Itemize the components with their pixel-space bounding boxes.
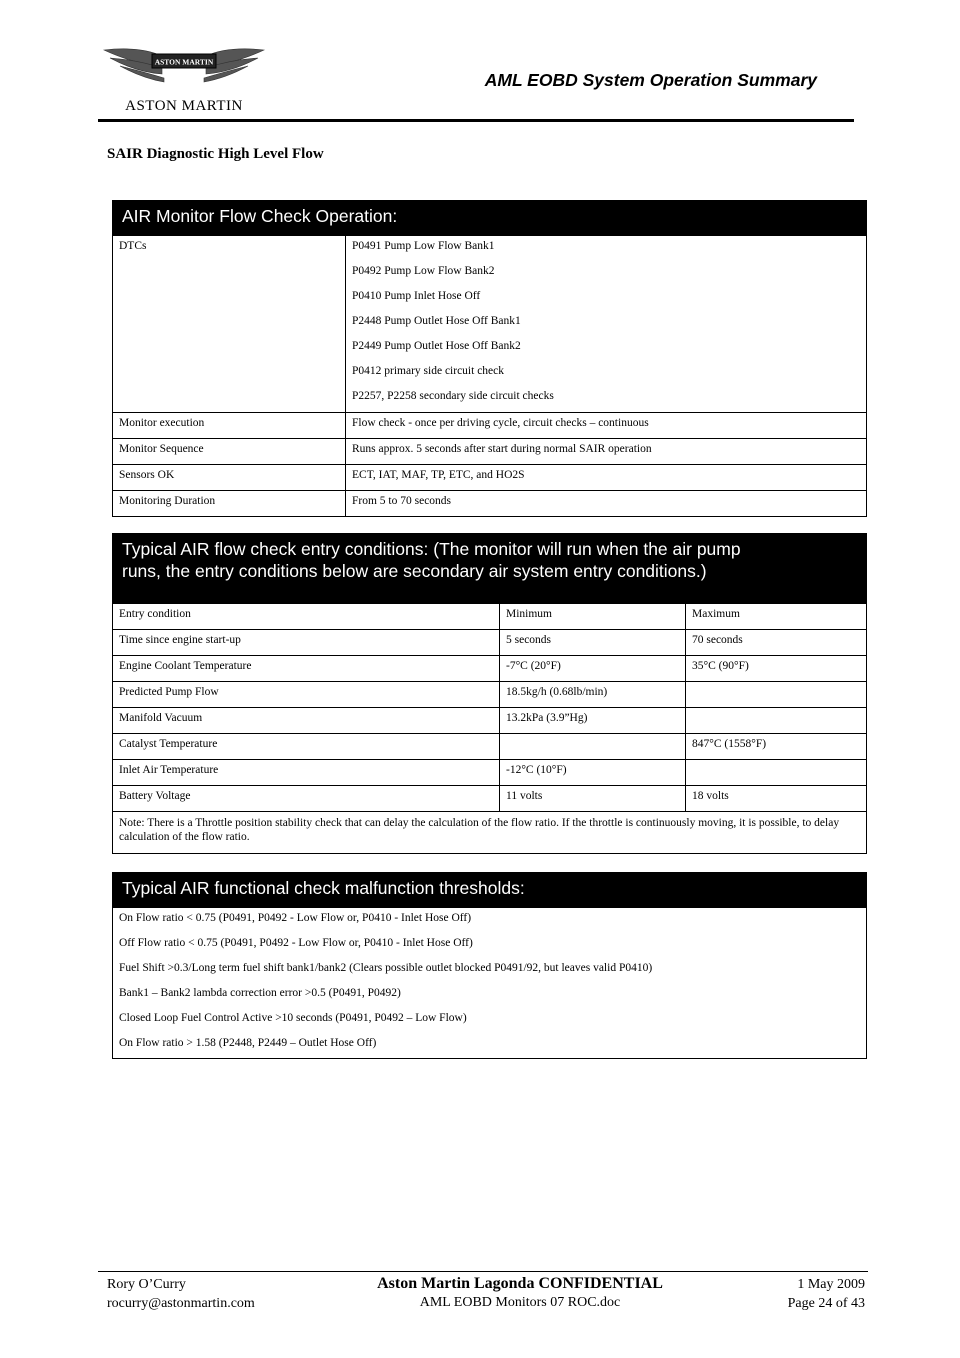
footer-filename: AML EOBD Monitors 07 ROC.doc [419,1295,621,1310]
table-header [113,534,866,603]
condition-cell: Catalyst Temperature [119,738,218,750]
dtc-line: P0491 Pump Low Flow Bank1 [352,240,495,252]
table-row [113,785,866,811]
threshold-line: On Flow ratio > 1.58 (P2448, P2449 – Outlet Hose Off) [119,1037,377,1049]
threshold-line: Fuel Shift >0.3/Long term fuel shift bank1/bank2 (Clears possible outlet blocked P0491/92, but leaves valid P0410) [119,962,653,974]
table-row [113,438,866,464]
column-header: Maximum [685,604,866,629]
maximum-cell: 847°C (1558°F) [685,734,866,759]
section-heading: SAIR Diagnostic High Level Flow [107,146,324,162]
row-label: Monitoring Duration [119,495,216,507]
dtc-line: P2449 Pump Outlet Hose Off Bank2 [352,340,521,352]
threshold-list [113,908,866,1058]
maximum-cell [685,682,866,707]
table-header-line: Typical AIR flow check entry conditions: (The monitor will run when the air pump [122,539,741,559]
document-title: AML EOBD System Operation Summary [484,70,817,90]
footer-rule [98,1271,868,1272]
condition-cell: Manifold Vacuum [119,712,203,724]
threshold-line: Off Flow ratio < 0.75 (P0491, P0492 - Low Flow or, P0410 - Inlet Hose Off) [119,937,473,949]
table-row [113,733,866,759]
table-header: AIR Monitor Flow Check Operation: [113,201,866,235]
table-row [113,235,866,412]
minimum-cell: -12°C (10°F) [499,760,685,785]
row-label: Sensors OK [119,469,175,481]
note-row [113,811,866,853]
footer-date-block [640,1275,865,1313]
footer-date: 1 May 2009 [797,1277,865,1292]
footer-page-number: Page 24 of 43 [787,1296,865,1311]
threshold-line: Bank1 – Bank2 lambda correction error >0.5 (P0491, P0492) [119,987,401,999]
table-row [113,907,866,1058]
dtc-line: P0492 Pump Low Flow Bank2 [352,265,495,277]
table-row [113,629,866,655]
logo-badge-text: ASTON MARTIN [154,57,214,67]
condition-cell: Inlet Air Temperature [119,764,219,776]
condition-cell: Time since engine start-up [119,634,241,646]
table-row [113,655,866,681]
maximum-cell [685,708,866,733]
row-value: Runs approx. 5 seconds after start during normal SAIR operation [345,439,866,464]
malfunction-thresholds-table [112,872,867,1059]
row-label: Monitor execution [119,417,205,429]
condition-cell: Battery Voltage [119,790,191,802]
condition-cell: Engine Coolant Temperature [119,660,252,672]
row-label: DTCs [119,240,147,252]
table-header: Typical AIR functional check malfunction thresholds: [113,873,866,907]
maximum-cell [685,760,866,785]
minimum-cell [499,734,685,759]
dtc-line: P2448 Pump Outlet Hose Off Bank1 [352,315,521,327]
brand-wordmark: ASTON MARTIN [125,98,243,114]
column-header: Minimum [499,604,685,629]
table-row [113,490,866,516]
minimum-cell: -7°C (20°F) [499,656,685,681]
entry-conditions-table [112,533,867,854]
note-text: Note: There is a Throttle position stability check that can delay the calculation of the flow ratio. If the throttle is continuously moving, it is possible, to delay calculation of the flow ratio. [119,817,840,843]
column-header-row [113,603,866,629]
table-row [113,707,866,733]
row-value: From 5 to 70 seconds [345,491,866,516]
row-label: Monitor Sequence [119,443,204,455]
row-value: Flow check - once per driving cycle, circuit checks – continuous [345,413,866,438]
table-row [113,759,866,785]
threshold-line: On Flow ratio < 0.75 (P0491, P0492 - Low Flow or, P0410 - Inlet Hose Off) [119,912,472,924]
table-row [113,412,866,438]
minimum-cell: 18.5kg/h (0.68lb/min) [499,682,685,707]
threshold-line: Closed Loop Fuel Control Active >10 seconds (P0491, P0492 – Low Flow) [119,1012,467,1024]
monitor-flow-check-table [112,200,867,517]
footer-author-block [107,1275,255,1313]
maximum-cell: 35°C (90°F) [685,656,866,681]
column-header: Entry condition [119,608,191,620]
footer-email: rocurry@astonmartin.com [107,1296,255,1311]
footer-confidential: Aston Martin Lagonda CONFIDENTIAL [377,1275,663,1292]
condition-cell: Predicted Pump Flow [119,686,219,698]
minimum-cell: 5 seconds [499,630,685,655]
minimum-cell: 13.2kPa (3.9”Hg) [499,708,685,733]
table-row [113,464,866,490]
header-rule [98,119,854,122]
row-value [345,236,866,412]
minimum-cell: 11 volts [499,786,685,811]
footer-author: Rory O’Curry [107,1277,186,1292]
dtc-line: P0412 primary side circuit check [352,365,505,377]
dtc-line: P0410 Pump Inlet Hose Off [352,290,481,302]
table-row [113,681,866,707]
row-value: ECT, IAT, MAF, TP, ETC, and HO2S [345,465,866,490]
maximum-cell: 70 seconds [685,630,866,655]
dtc-line: P2257, P2258 secondary side circuit checks [352,390,554,402]
table-header-line: runs, the entry conditions below are secondary air system entry conditions.) [122,561,707,581]
maximum-cell: 18 volts [685,786,866,811]
